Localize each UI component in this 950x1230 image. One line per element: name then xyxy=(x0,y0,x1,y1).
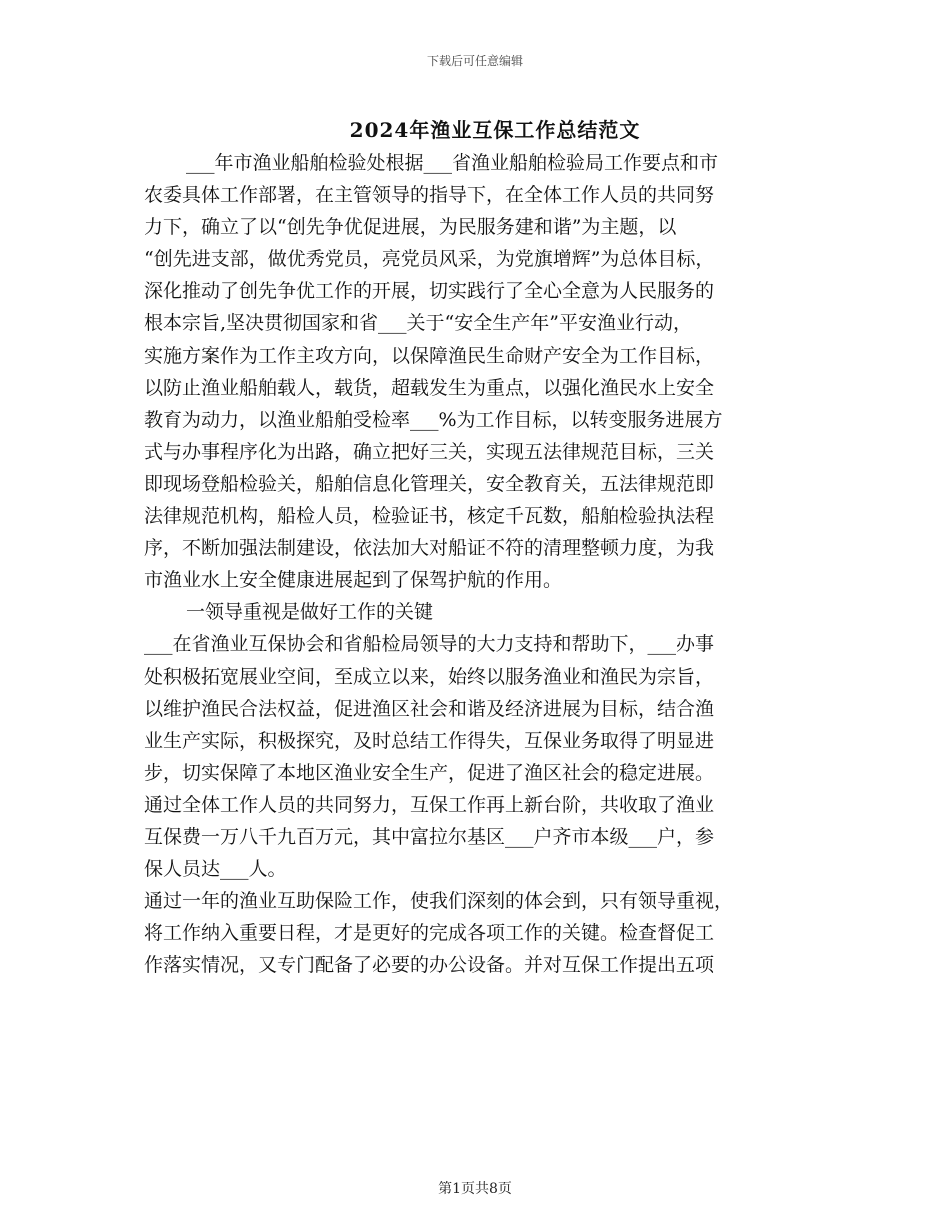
body-line: 即现场登船检验关，船舶信息化管理关，安全教育关，五法律规范即 xyxy=(144,472,715,495)
body-line: 处积极拓宽展业空间，至成立以来，始终以服务渔业和渔民为宗旨， xyxy=(144,665,715,688)
body-line: 实施方案作为工作主攻方向，以保障渔民生命财产安全为工作目标， xyxy=(144,344,715,367)
body-line: ___在省渔业互保协会和省船检局领导的大力支持和帮助下，___办事 xyxy=(144,633,715,656)
document-title: 2024年渔业互保工作总结范文 xyxy=(349,118,641,142)
body-line: 序，不断加强法制建设，依法加大对船证不符的清理整顿力度，为我 xyxy=(144,537,715,560)
body-line: 将工作纳入重要日程，才是更好的完成各项工作的关键。检查督促工 xyxy=(144,922,715,945)
page-number: 第1页共8页 xyxy=(438,1181,512,1197)
body-line: 教育为动力，以渔业船舶受检率___%为工作目标，以转变服务进展方 xyxy=(144,408,723,431)
body-line: 法律规范机构，船检人员，检验证书，核定千瓦数，船舶检验执法程 xyxy=(144,505,715,528)
document-body xyxy=(144,147,808,981)
body-line: 根本宗旨,坚决贯彻国家和省___关于“安全生产年”平安渔业行动， xyxy=(144,312,692,335)
body-line: 通过一年的渔业互助保险工作，使我们深刻的体会到，只有领导重视， xyxy=(144,890,734,913)
body-line: 以维护渔民合法权益，促进渔区社会和谐及经济进展为目标，结合渔 xyxy=(144,697,715,720)
body-line: 市渔业水上安全健康进展起到了保驾护航的作用。 xyxy=(144,569,563,592)
body-line: 保人员达___人。 xyxy=(144,858,287,881)
body-line: 步，切实保障了本地区渔业安全生产，促进了渔区社会的稳定进展。 xyxy=(144,761,715,784)
body-line: “创先进支部，做优秀党员，亮党员风采，为党旗增辉”为总体目标， xyxy=(144,248,715,271)
body-line: 力下，确立了以“创先争优促进展，为民服务建和谐”为主题，以 xyxy=(144,216,677,239)
page-header-note: 下载后可任意编辑 xyxy=(426,54,523,68)
section-heading: 一领导重视是做好工作的关键 xyxy=(186,601,434,624)
body-line: 作落实情况，又专门配备了必要的办公设备。并对互保工作提出五项 xyxy=(144,954,715,977)
body-line: 深化推动了创先争优工作的开展，切实践行了全心全意为人民服务的 xyxy=(144,280,715,303)
body-line: 业生产实际，积极探究，及时总结工作得失，互保业务取得了明显进 xyxy=(144,729,715,752)
body-line: 农委具体工作部署，在主管领导的指导下，在全体工作人员的共同努 xyxy=(144,184,715,207)
body-line: 通过全体工作人员的共同努力，互保工作再上新台阶，共收取了渔业 xyxy=(144,793,715,816)
body-line: ___年市渔业船舶检验处根据___省渔业船舶检验局工作要点和市 xyxy=(186,152,719,174)
body-line: 以防止渔业船舶载人，载货，超载发生为重点，以强化渔民水上安全 xyxy=(144,376,715,399)
body-line: 互保费一万八千九百万元，其中富拉尔基区___户齐市本级___户，参 xyxy=(144,825,715,848)
body-line: 式与办事程序化为出路，确立把好三关，实现五法律规范目标，三关 xyxy=(144,440,715,463)
